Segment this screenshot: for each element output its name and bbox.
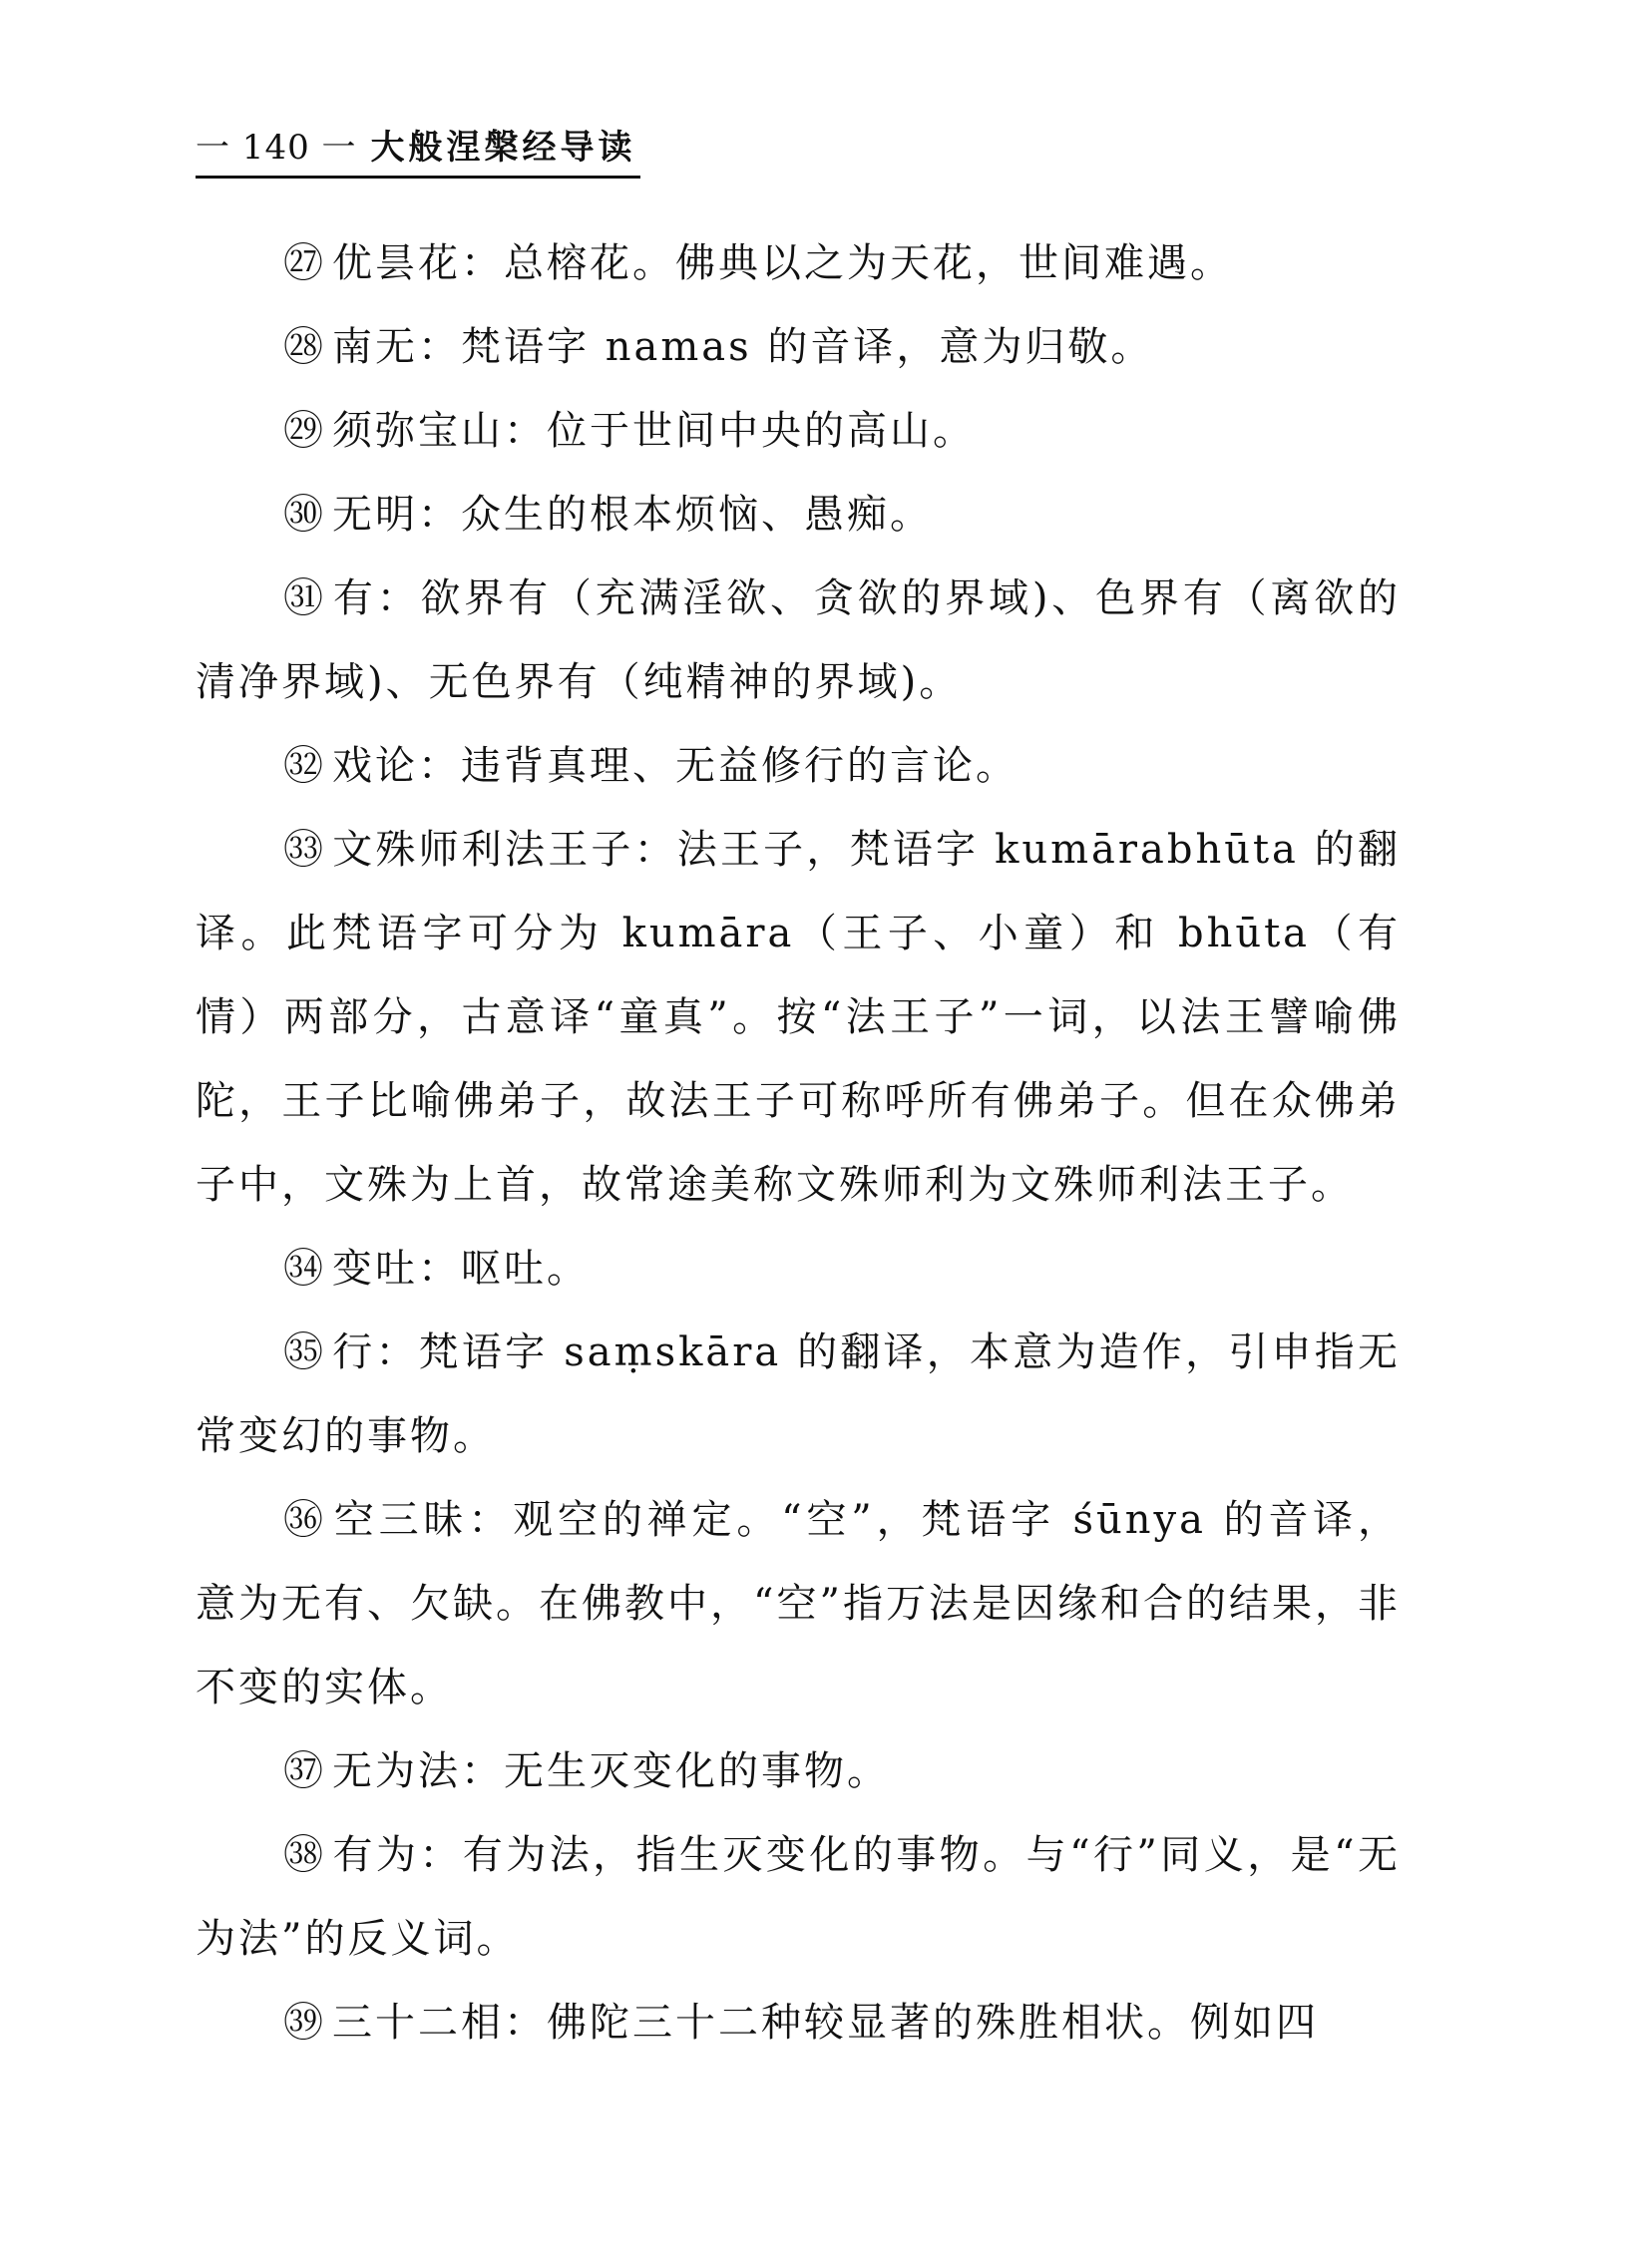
note-text: 优昙花：总榕花。佛典以之为天花，世间难遇。 (332, 240, 1233, 286)
note-text: 行：梵语字 saṃskāra 的翻译，本意为造作，引申指无常变幻的事物。 (196, 1329, 1401, 1459)
note-text: 三十二相：佛陀三十二种较显著的殊胜相状。例如四 (332, 2000, 1319, 2046)
note-marker: ㉟ (283, 1329, 327, 1375)
note-35 (196, 1311, 1401, 1478)
note-text: 无明：众生的根本烦恼、愚痴。 (332, 492, 933, 538)
note-marker: ㉚ (283, 492, 326, 538)
note-marker: ㊴ (283, 2000, 326, 2046)
note-marker: ㉗ (283, 240, 326, 286)
note-37 (196, 1729, 1401, 1813)
note-marker: ㊲ (283, 1748, 326, 1794)
notes-list (196, 221, 1401, 2065)
note-marker: ㊱ (283, 1497, 328, 1543)
note-marker: ㉜ (283, 743, 326, 789)
note-38 (196, 1813, 1401, 1981)
note-text: 空三昧：观空的禅定。“空”，梵语字 śūnya 的音译，意为无有、欠缺。在佛教中，“空”指万法是因缘和合的结果，非不变的实体。 (196, 1497, 1402, 1710)
note-39 (196, 1981, 1401, 2065)
note-marker: ㉘ (283, 324, 326, 370)
header-rule (196, 176, 640, 179)
note-text: 变吐：呕吐。 (332, 1246, 590, 1292)
note-text: 文殊师利法王子：法王子，梵语字 kumārabhūta 的翻译。此梵语字可分为 kumāra（王子、小童）和 bhūta（有情）两部分，古意译“童真”。按“法王子”一词，以法王譬喻佛陀，王子比喻佛弟子，故法王子可称呼所有佛弟子。但在众佛弟子中，文殊为上首，故常途美称文殊师利为文殊师利法王子。 (196, 827, 1401, 1208)
note-marker: ㉙ (283, 408, 326, 454)
note-marker: ㉞ (283, 1246, 326, 1292)
note-32 (196, 724, 1401, 808)
note-text: 无为法：无生灭变化的事物。 (332, 1748, 890, 1794)
running-header (196, 122, 636, 174)
note-30 (196, 473, 1401, 557)
note-29 (196, 389, 1401, 473)
note-33 (196, 808, 1401, 1227)
note-text: 有为：有为法，指生灭变化的事物。与“行”同义，是“无为法”的反义词。 (196, 1832, 1401, 1962)
book-title: 大般涅槃经导读 (370, 128, 636, 168)
note-text: 南无：梵语字 namas 的音译，意为归敬。 (332, 324, 1154, 370)
note-text: 有：欲界有（充满淫欲、贪欲的界域)、色界有（离欲的清净界域)、无色界有（纯精神的界域)。 (196, 575, 1402, 705)
note-text: 须弥宝山：位于世间中央的高山。 (332, 408, 976, 454)
note-marker: ㉛ (283, 575, 327, 621)
note-36 (196, 1478, 1401, 1729)
note-text: 戏论：违背真理、无益修行的言论。 (332, 743, 1018, 789)
note-marker: ㉝ (283, 827, 327, 873)
note-28 (196, 305, 1401, 389)
note-marker: ㊳ (283, 1832, 327, 1878)
page-number: 一 140 一 (196, 128, 357, 168)
note-27 (196, 221, 1401, 305)
note-34 (196, 1227, 1401, 1311)
note-31 (196, 557, 1401, 724)
